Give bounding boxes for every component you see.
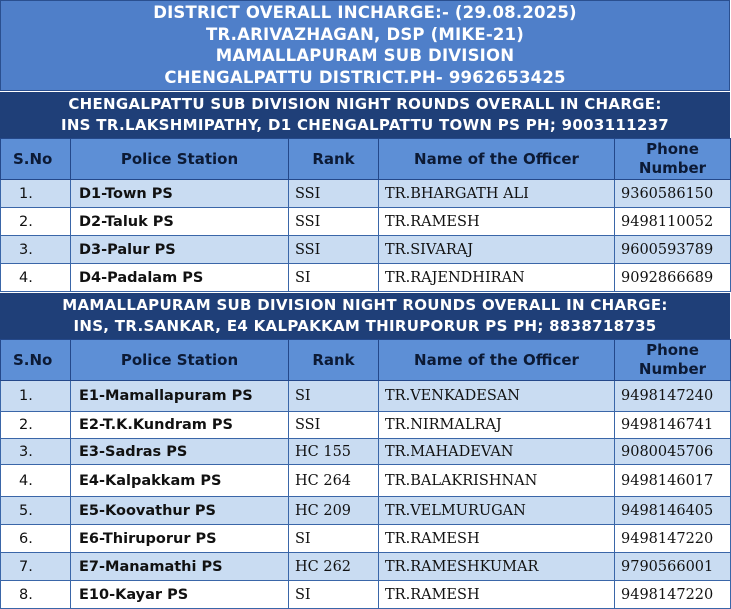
row-officer: TR.RAJENDHIRAN	[379, 264, 615, 292]
row-phone: 9498146741	[615, 412, 731, 439]
table-row	[1, 439, 731, 465]
column-header-sno: S.No	[1, 340, 71, 381]
row-phone: 9498147220	[615, 581, 731, 609]
row-officer: TR.NIRMALRAJ	[379, 412, 615, 439]
table-row	[1, 497, 731, 525]
table-row	[1, 553, 731, 581]
row-station: E1-Mamallapuram PS	[71, 381, 289, 412]
row-station: E2-T.K.Kundram PS	[71, 412, 289, 439]
section-header-mamallapuram	[0, 292, 730, 339]
row-rank: SSI	[289, 180, 379, 208]
row-rank: HC 262	[289, 553, 379, 581]
row-officer: TR.RAMESH	[379, 208, 615, 236]
table-row	[1, 465, 731, 497]
row-sno: 3.	[1, 236, 71, 264]
column-header-phone	[615, 139, 731, 180]
row-phone: 9080045706	[615, 439, 731, 465]
row-officer: TR.RAMESH	[379, 581, 615, 609]
row-station: D4-Padalam PS	[71, 264, 289, 292]
row-officer: TR.RAMESHKUMAR	[379, 553, 615, 581]
column-header-sno: S.No	[1, 139, 71, 180]
row-officer: TR.VENKADESAN	[379, 381, 615, 412]
row-rank: SI	[289, 264, 379, 292]
table-row	[1, 264, 731, 292]
phone-header-line1: Phone	[646, 341, 699, 359]
row-sno: 4.	[1, 465, 71, 497]
section-header-chengalpattu	[0, 91, 730, 138]
row-station: E4-Kalpakkam PS	[71, 465, 289, 497]
section-title-line1: CHENGALPATTU SUB DIVISION NIGHT ROUNDS OVERALL IN CHARGE:	[68, 95, 662, 113]
column-header-officer: Name of the Officer	[379, 139, 615, 180]
row-station: E6-Thiruporur PS	[71, 525, 289, 553]
row-rank: SSI	[289, 412, 379, 439]
district-header	[0, 0, 730, 91]
roster-table-chengalpattu	[0, 138, 731, 292]
row-rank: SI	[289, 381, 379, 412]
column-header-rank: Rank	[289, 340, 379, 381]
table-row	[1, 236, 731, 264]
row-sno: 4.	[1, 264, 71, 292]
row-station: D2-Taluk PS	[71, 208, 289, 236]
row-station: E10-Kayar PS	[71, 581, 289, 609]
sub-division-line: MAMALLAPURAM SUB DIVISION	[215, 46, 515, 65]
table-header-row	[1, 139, 731, 180]
section-title-line2: INS TR.LAKSHMIPATHY, D1 CHENGALPATTU TOWN PS PH; 9003111237	[60, 116, 670, 134]
row-rank: SI	[289, 581, 379, 609]
row-rank: HC 155	[289, 439, 379, 465]
row-rank: SSI	[289, 236, 379, 264]
row-rank: SSI	[289, 208, 379, 236]
district-phone-line: CHENGALPATTU DISTRICT.PH- 9962653425	[164, 67, 566, 87]
phone-header-line2: Number	[638, 159, 707, 177]
table-row	[1, 381, 731, 412]
row-officer: TR.BALAKRISHNAN	[379, 465, 615, 497]
row-phone: 9092866689	[615, 264, 731, 292]
table-row	[1, 581, 731, 609]
row-sno: 7.	[1, 553, 71, 581]
row-phone: 9360586150	[615, 180, 731, 208]
section-title-line2: INS, TR.SANKAR, E4 KALPAKKAM THIRUPORUR PS PH; 8838718735	[73, 317, 657, 335]
section-title-line1: MAMALLAPURAM SUB DIVISION NIGHT ROUNDS OVERALL IN CHARGE:	[62, 296, 668, 314]
row-sno: 3.	[1, 439, 71, 465]
phone-header-line2: Number	[638, 360, 707, 378]
column-header-station: Police Station	[71, 139, 289, 180]
column-header-phone	[615, 340, 731, 381]
row-phone: 9498146405	[615, 497, 731, 525]
row-station: E5-Koovathur PS	[71, 497, 289, 525]
row-phone: 9790566001	[615, 553, 731, 581]
row-rank: SI	[289, 525, 379, 553]
column-header-rank: Rank	[289, 139, 379, 180]
row-rank: HC 264	[289, 465, 379, 497]
row-sno: 1.	[1, 381, 71, 412]
row-station: D1-Town PS	[71, 180, 289, 208]
row-officer: TR.SIVARAJ	[379, 236, 615, 264]
row-sno: 1.	[1, 180, 71, 208]
row-officer: TR.MAHADEVAN	[379, 439, 615, 465]
row-officer: TR.VELMURUGAN	[379, 497, 615, 525]
phone-header-line1: Phone	[646, 140, 699, 158]
row-station: E3-Sadras PS	[71, 439, 289, 465]
row-sno: 2.	[1, 412, 71, 439]
column-header-station: Police Station	[71, 340, 289, 381]
row-phone: 9498110052	[615, 208, 731, 236]
row-officer: TR.RAMESH	[379, 525, 615, 553]
row-officer: TR.BHARGATH ALI	[379, 180, 615, 208]
row-station: D3-Palur PS	[71, 236, 289, 264]
row-phone: 9600593789	[615, 236, 731, 264]
row-phone: 9498146017	[615, 465, 731, 497]
row-station: E7-Manamathi PS	[71, 553, 289, 581]
row-sno: 8.	[1, 581, 71, 609]
row-sno: 2.	[1, 208, 71, 236]
table-row	[1, 525, 731, 553]
row-rank: HC 209	[289, 497, 379, 525]
row-phone: 9498147220	[615, 525, 731, 553]
table-row	[1, 180, 731, 208]
table-row	[1, 412, 731, 439]
row-sno: 5.	[1, 497, 71, 525]
table-row	[1, 208, 731, 236]
roster-table-mamallapuram	[0, 339, 731, 609]
row-sno: 6.	[1, 525, 71, 553]
dsp-name-line: TR.ARIVAZHAGAN, DSP (MIKE-21)	[206, 24, 524, 44]
row-phone: 9498147240	[615, 381, 731, 412]
district-incharge-line: DISTRICT OVERALL INCHARGE:- (29.08.2025)	[153, 3, 577, 22]
table-header-row	[1, 340, 731, 381]
column-header-officer: Name of the Officer	[379, 340, 615, 381]
